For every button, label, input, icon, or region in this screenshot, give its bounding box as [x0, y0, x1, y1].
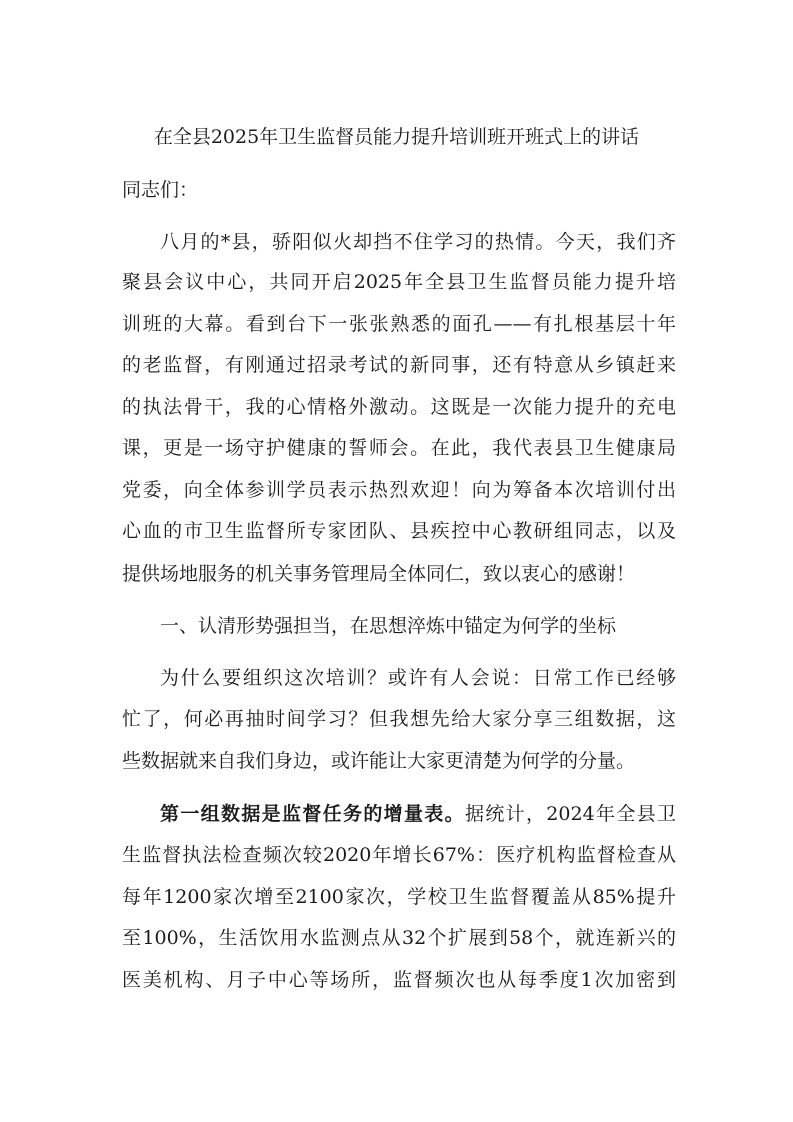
paragraph-line: 心血的市卫生监督所专家团队、县疾控中心教研组同志，以及: [122, 520, 676, 542]
salutation: 同志们：: [122, 179, 199, 201]
paragraph-line: 每年1200家次增至2100家次，学校卫生监督覆盖从85%提升: [122, 886, 676, 908]
paragraph-line: 党委，向全体参训学员表示热烈欢迎！向为筹备本次培训付出: [122, 479, 676, 501]
paragraph-line: 的老监督，有刚通过招录考试的新同事，还有特意从乡镇赶来: [122, 354, 676, 376]
paragraph-line: 些数据就来自我们身边，或许能让大家更清楚为何学的分量。: [122, 750, 636, 772]
paragraph-line: 生监督执法检查频次较2020年增长67%：医疗机构监督检查从: [122, 844, 676, 866]
paragraph-line: 医美机构、月子中心等场所，监督频次也从每季度1次加密到: [122, 969, 676, 991]
paragraph-text: 据统计，2024年全县卫: [464, 803, 676, 825]
paragraph-line: 聚县会议中心，共同开启2025年全县卫生监督员能力提升培: [122, 271, 676, 293]
paragraph-line: 忙了，何必再抽时间学习？但我想先给大家分享三组数据，这: [122, 708, 676, 730]
paragraph-line: 为什么要组织这次培训？或许有人会说：日常工作已经够: [160, 667, 676, 689]
paragraph-line: 八月的*县，骄阳似火却挡不住学习的热情。今天，我们齐: [160, 231, 676, 253]
paragraph-line: 至100%，生活饮用水监测点从32个扩展到58个，就连新兴的: [122, 927, 676, 949]
paragraph-lead: 第一组数据是监督任务的增量表。: [160, 803, 465, 825]
section-heading: 一、认清形势强担当，在思想淬炼中锚定为何学的坐标: [160, 615, 617, 637]
paragraph-line: [160, 803, 676, 825]
paragraph-line: 课，更是一场守护健康的誓师会。在此，我代表县卫生健康局: [122, 437, 676, 459]
paragraph-line: 训班的大幕。看到台下一张张熟悉的面孔——有扎根基层十年: [122, 313, 676, 335]
speech-title: 在全县2025年卫生监督员能力提升培训班开班式上的讲话: [153, 126, 640, 148]
paragraph-line: 的执法骨干，我的心情格外激动。这既是一次能力提升的充电: [122, 396, 676, 418]
paragraph-line: 提供场地服务的机关事务管理局全体同仁，致以衷心的感谢！: [122, 563, 636, 585]
